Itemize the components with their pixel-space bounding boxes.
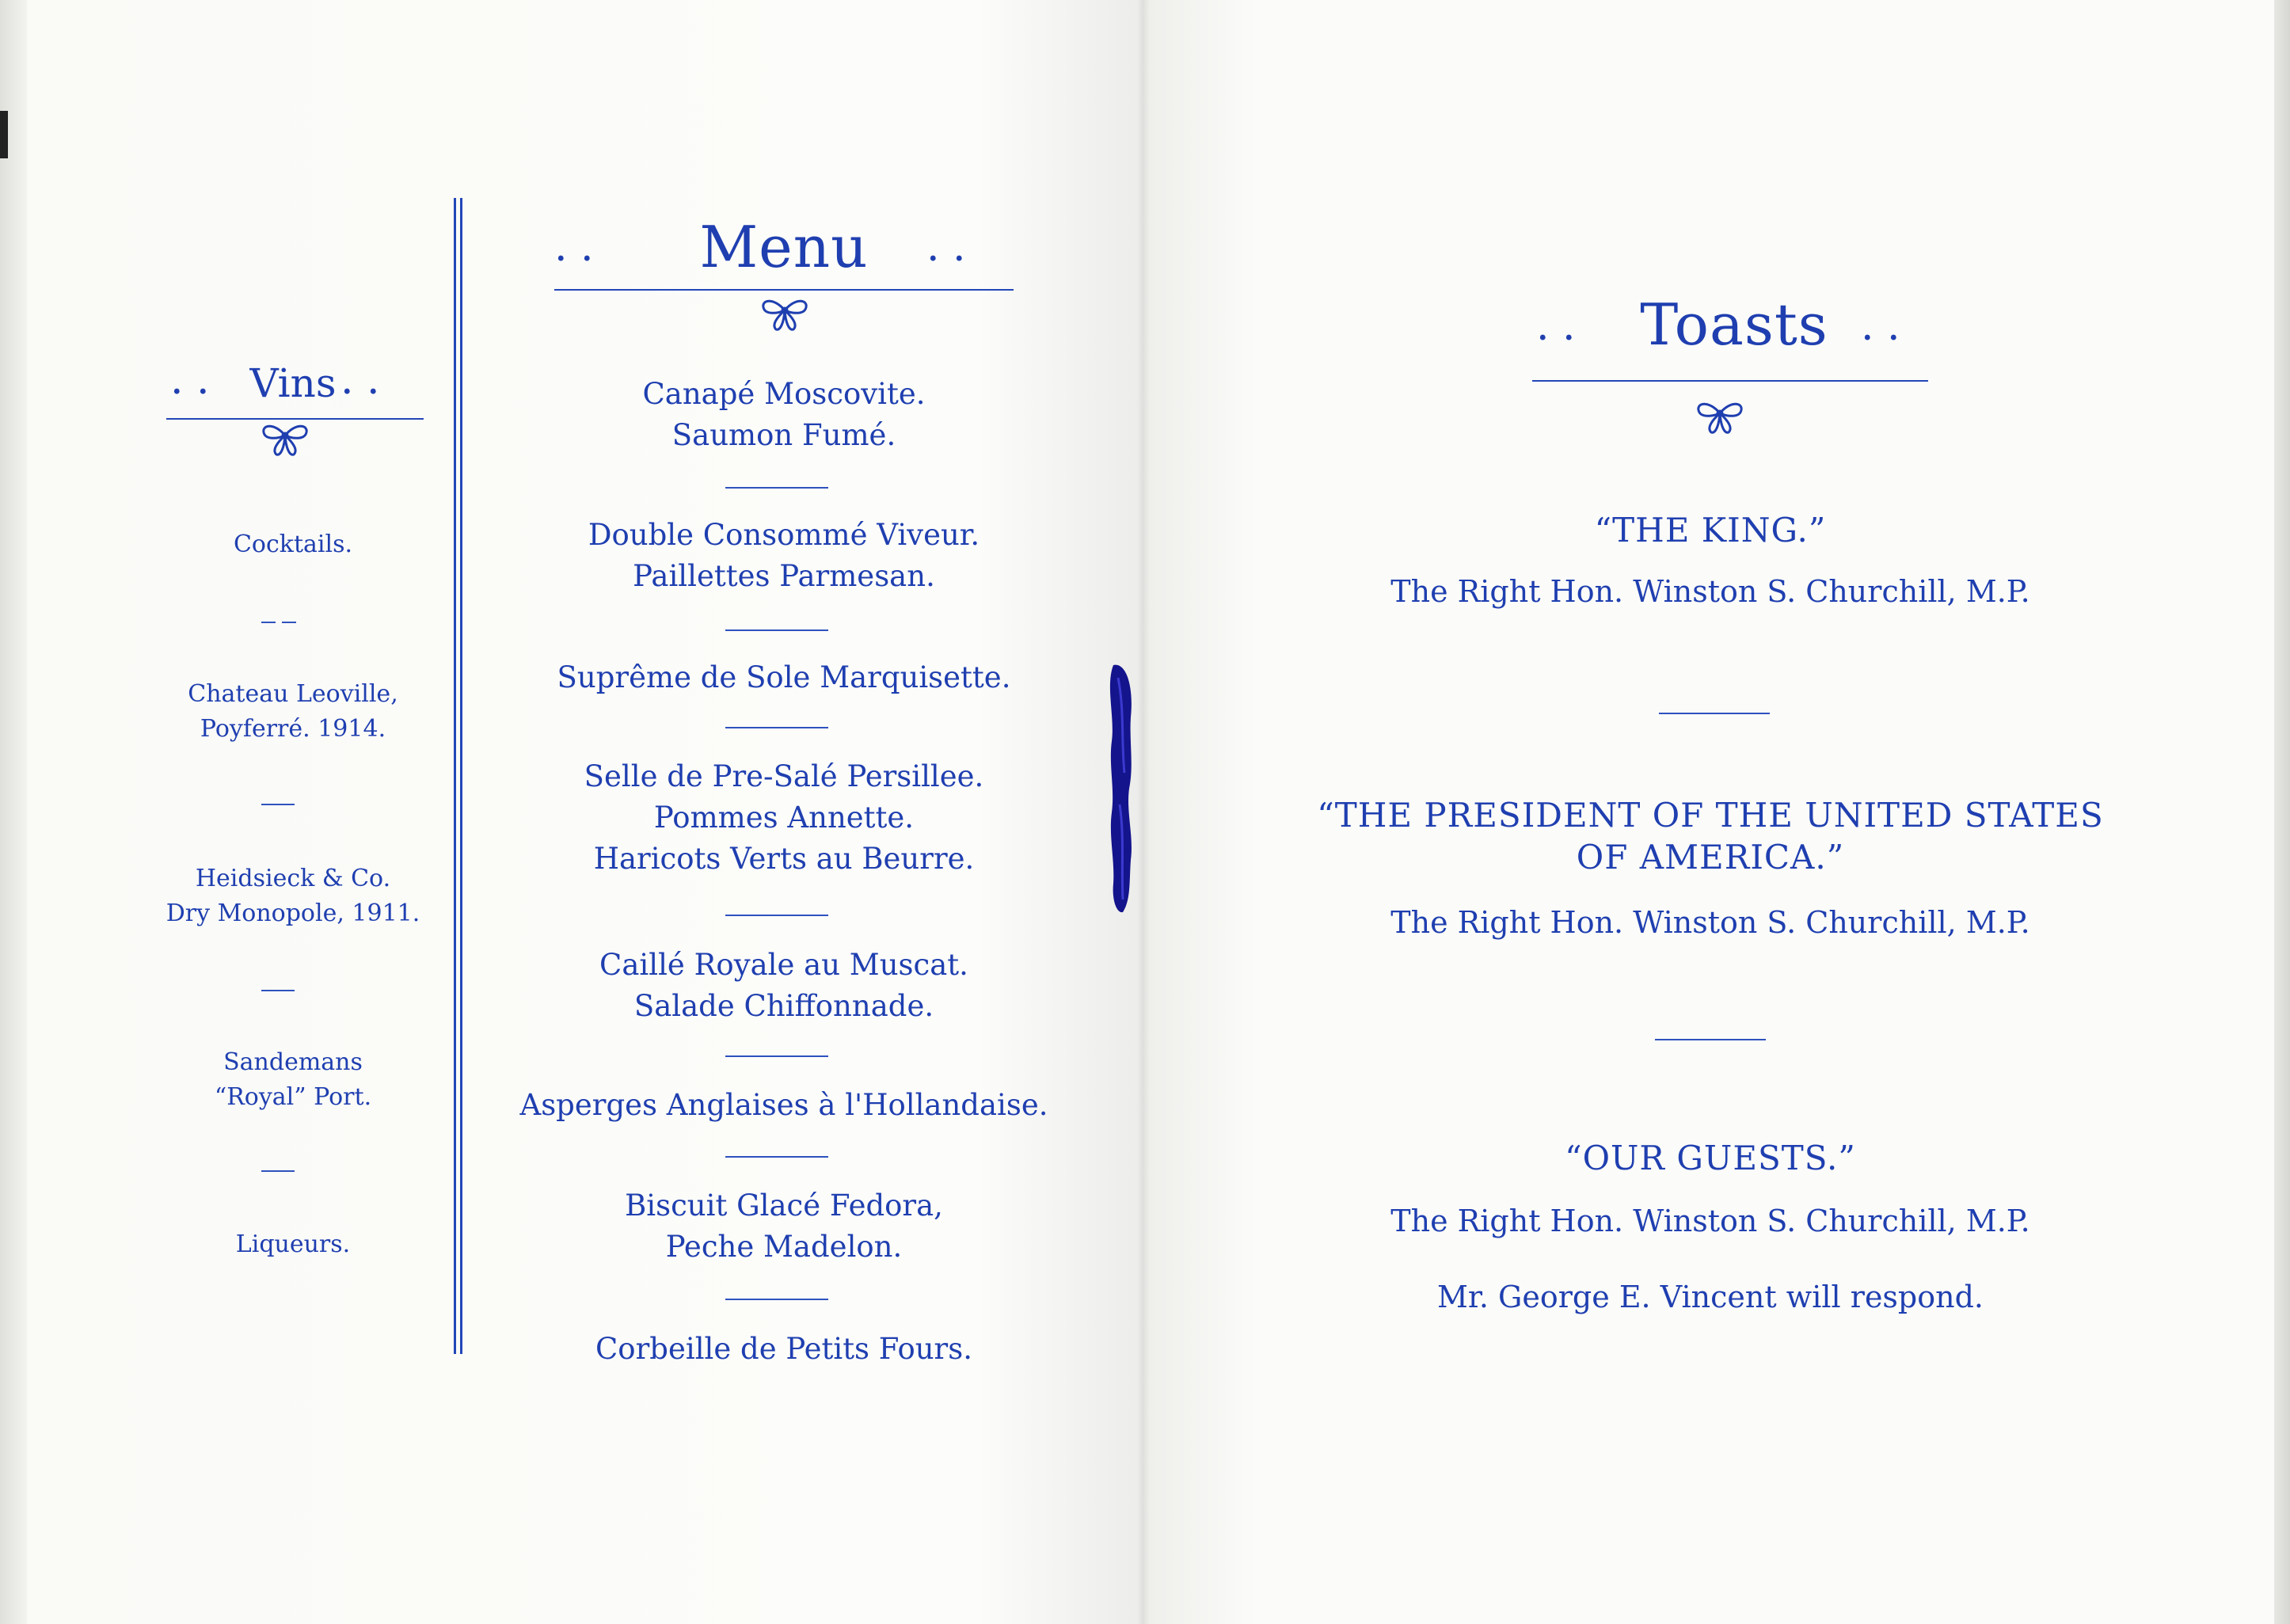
menu-line: Biscuit Glacé Fedora, bbox=[625, 1189, 943, 1223]
toasts-heading: Toasts bbox=[1640, 291, 1828, 358]
menu-course bbox=[475, 657, 1093, 698]
menu-line: Salade Chiffonnade. bbox=[633, 989, 934, 1023]
menu-separator bbox=[725, 915, 828, 916]
menu-line: Haricots Verts au Beurre. bbox=[593, 842, 975, 876]
vins-line: Heidsieck & Co. bbox=[195, 865, 391, 892]
vins-item-liqueurs bbox=[111, 1227, 475, 1262]
menu-course bbox=[475, 374, 1093, 456]
menu-line: Peche Madelon. bbox=[665, 1230, 903, 1264]
menu-heading-rule bbox=[554, 289, 1014, 291]
menu-separator bbox=[725, 1055, 828, 1057]
vins-separator bbox=[261, 622, 276, 623]
menu-course bbox=[475, 945, 1093, 1027]
book-left-edge bbox=[0, 0, 27, 1624]
toast-title: “THE KING.” bbox=[1594, 511, 1827, 550]
vins-line: Sandemans bbox=[223, 1048, 363, 1076]
vins-separator bbox=[261, 990, 295, 991]
vins-item-cocktails bbox=[111, 527, 475, 562]
menu-course bbox=[475, 515, 1093, 597]
ribbon-binding bbox=[1102, 662, 1137, 915]
menu-course bbox=[475, 1085, 1093, 1126]
menu-dots-left: . . bbox=[554, 223, 594, 271]
menu-line: Corbeille de Petits Fours. bbox=[595, 1332, 972, 1366]
bow-ornament-icon bbox=[1692, 396, 1748, 435]
bow-ornament-icon bbox=[757, 293, 812, 333]
vins-item-chateau bbox=[111, 677, 475, 747]
menu-separator bbox=[725, 1299, 828, 1300]
vins-separator bbox=[261, 1170, 295, 1172]
toast-title: “OUR GUESTS.” bbox=[1565, 1139, 1856, 1177]
vins-dots-right: . . bbox=[340, 356, 380, 404]
book-right-edge bbox=[2274, 0, 2290, 1624]
menu-dots-right: . . bbox=[926, 223, 966, 271]
toasts-dots-left: . . bbox=[1536, 302, 1576, 350]
toasts-dots-right: . . bbox=[1861, 302, 1900, 350]
menu-line: Suprême de Sole Marquisette. bbox=[557, 660, 1011, 694]
menu-line: Pommes Annette. bbox=[653, 801, 915, 835]
toast-title: “THE PRESIDENT OF THE UNITED STATES bbox=[1317, 796, 2104, 835]
vins-line: Liqueurs. bbox=[235, 1230, 351, 1258]
bow-ornament-icon bbox=[257, 418, 313, 458]
menu-line: Caillé Royale au Muscat. bbox=[599, 948, 968, 982]
menu-course bbox=[475, 1185, 1093, 1268]
menu-separator bbox=[725, 1156, 828, 1158]
vins-dots-left: . . bbox=[170, 356, 210, 404]
vins-line: Dry Monopole, 1911. bbox=[165, 899, 420, 927]
menu-line: Saumon Fumé. bbox=[671, 418, 896, 452]
toasts-heading-rule bbox=[1532, 380, 1928, 382]
column-divider-line bbox=[460, 198, 462, 1354]
book-spine bbox=[1137, 0, 1150, 1624]
toast-separator bbox=[1655, 1039, 1766, 1040]
edge-shadow bbox=[0, 111, 8, 158]
vins-item-sandemans bbox=[111, 1045, 475, 1115]
menu-course bbox=[475, 756, 1093, 880]
menu-line: Canapé Moscovite. bbox=[642, 377, 926, 411]
toast-title: OF AMERICA.” bbox=[1576, 838, 1845, 877]
menu-separator bbox=[725, 727, 828, 728]
vins-separator bbox=[282, 622, 296, 623]
menu-separator bbox=[725, 487, 828, 489]
toast-speaker: Mr. George E. Vincent will respond. bbox=[1436, 1280, 1984, 1314]
menu-separator bbox=[725, 629, 828, 631]
vins-line: Cocktails. bbox=[233, 531, 353, 558]
vins-line: Poyferré. 1914. bbox=[200, 715, 386, 743]
vins-separator bbox=[261, 804, 295, 805]
menu-line: Asperges Anglaises à l'Hollandaise. bbox=[519, 1088, 1048, 1122]
toast-separator bbox=[1659, 713, 1770, 714]
toast-speaker: The Right Hon. Winston S. Churchill, M.P. bbox=[1390, 574, 2030, 609]
menu-line: Paillettes Parmesan. bbox=[633, 559, 935, 593]
menu-line: Double Consommé Viveur. bbox=[588, 518, 980, 552]
vins-line: “Royal” Port. bbox=[214, 1083, 372, 1111]
toast-speaker: The Right Hon. Winston S. Churchill, M.P. bbox=[1390, 1204, 2030, 1238]
vins-line: Chateau Leoville, bbox=[188, 680, 398, 708]
menu-heading: Menu bbox=[699, 214, 869, 280]
vins-item-heidsieck bbox=[111, 861, 475, 931]
toast-speaker: The Right Hon. Winston S. Churchill, M.P. bbox=[1390, 905, 2030, 940]
vins-heading: Vins bbox=[249, 360, 337, 406]
menu-line: Selle de Pre-Salé Persillee. bbox=[584, 759, 984, 793]
menu-course bbox=[475, 1329, 1093, 1370]
column-divider-line bbox=[454, 198, 456, 1354]
